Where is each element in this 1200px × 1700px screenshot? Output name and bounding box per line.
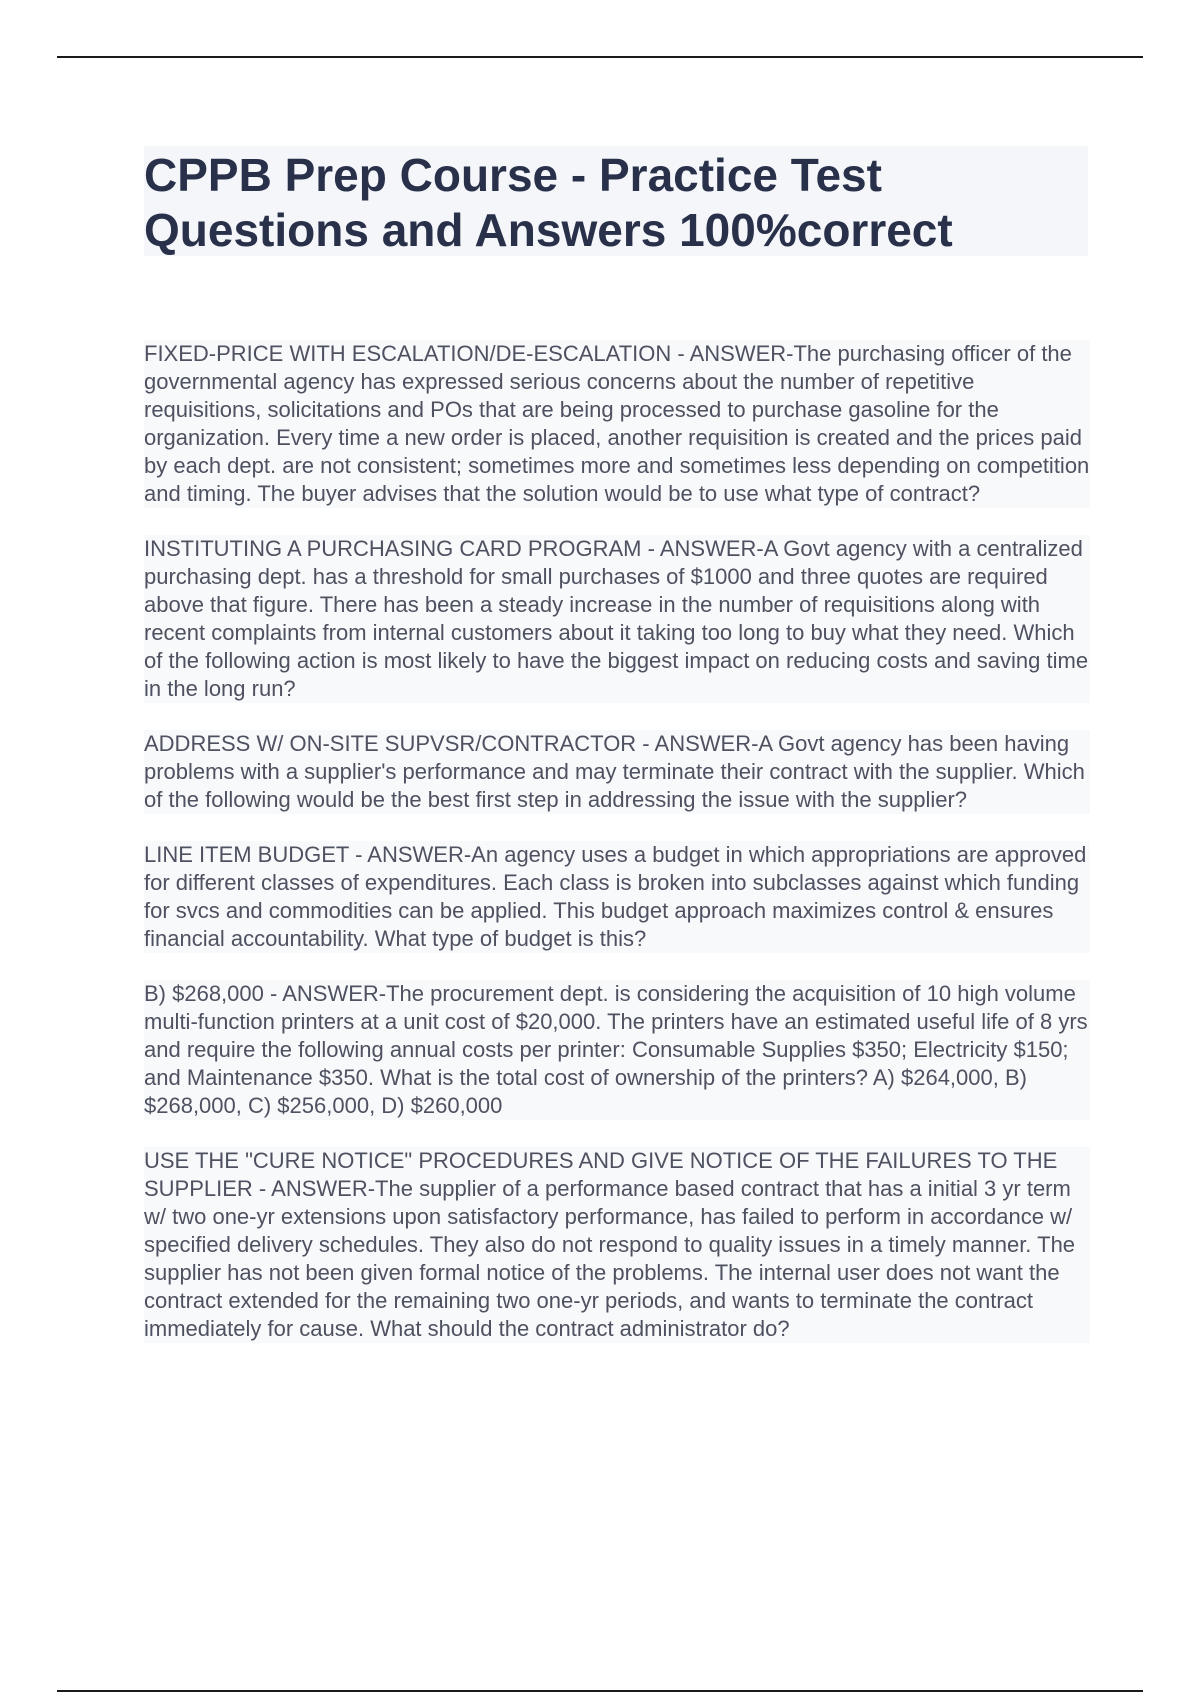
qa-list bbox=[144, 340, 1090, 1370]
qa-entry-4: LINE ITEM BUDGET - ANSWER-An agency uses a budget in which appropriations are approved for different classes of expenditures. Each class is broken into subclasses against which funding for svcs and commodities can be applied. This budget approach maximizes control & ensures financial accountability. What type of budget is this? bbox=[144, 841, 1090, 953]
top-rule bbox=[57, 56, 1143, 58]
bottom-rule bbox=[57, 1690, 1143, 1692]
title-block bbox=[144, 146, 1088, 256]
document-title: CPPB Prep Course - Practice Test Questions and Answers 100%correct bbox=[144, 149, 953, 256]
qa-entry-6: USE THE "CURE NOTICE" PROCEDURES AND GIVE NOTICE OF THE FAILURES TO THE SUPPLIER - ANSWER-The supplier of a performance based contract that has a initial 3 yr term w/ two one-yr extensions upon satisfactory performance, has failed to perform in accordance w/ specified delivery schedules. They also do not respond to quality issues in a timely manner. The supplier has not been given formal notice of the problems. The internal user does not want the contract extended for the remaining two one-yr periods, and wants to terminate the contract immediately for cause. What should the contract administrator do? bbox=[144, 1147, 1090, 1343]
qa-entry-1: FIXED-PRICE WITH ESCALATION/DE-ESCALATION - ANSWER-The purchasing officer of the governmental agency has expressed serious concerns about the number of repetitive requisitions, solicitations and POs that are being processed to purchase gasoline for the organization. Every time a new order is placed, another requisition is created and the prices paid by each dept. are not consistent; sometimes more and sometimes less depending on competition and timing. The buyer advises that the solution would be to use what type of contract? bbox=[144, 341, 1090, 506]
qa-entry-2: INSTITUTING A PURCHASING CARD PROGRAM - ANSWER-A Govt agency with a centralized purchasing dept. has a threshold for small purchases of $1000 and three quotes are required above that figure. There has been a steady increase in the number of requisitions along with recent complaints from internal customers about it taking too long to buy what they need. Which of the following action is most likely to have the biggest impact on reducing costs and saving time in the long run? bbox=[144, 536, 1089, 701]
qa-entry-3: ADDRESS W/ ON-SITE SUPVSR/CONTRACTOR - ANSWER-A Govt agency has been having problems with a supplier's performance and may terminate their contract with the supplier. Which of the following would be the best first step in addressing the issue with the supplier? bbox=[144, 730, 1090, 814]
qa-entry-5: B) $268,000 - ANSWER-The procurement dept. is considering the acquisition of 10 high volume multi-function printers at a unit cost of $20,000. The printers have an estimated useful life of 8 yrs and require the following annual costs per printer: Consumable Supplies $350; Electricity $150; and Maintenance $350. What is the total cost of ownership of the printers? A) $264,000, B) $268,000, C) $256,000, D) $260,000 bbox=[144, 980, 1090, 1120]
